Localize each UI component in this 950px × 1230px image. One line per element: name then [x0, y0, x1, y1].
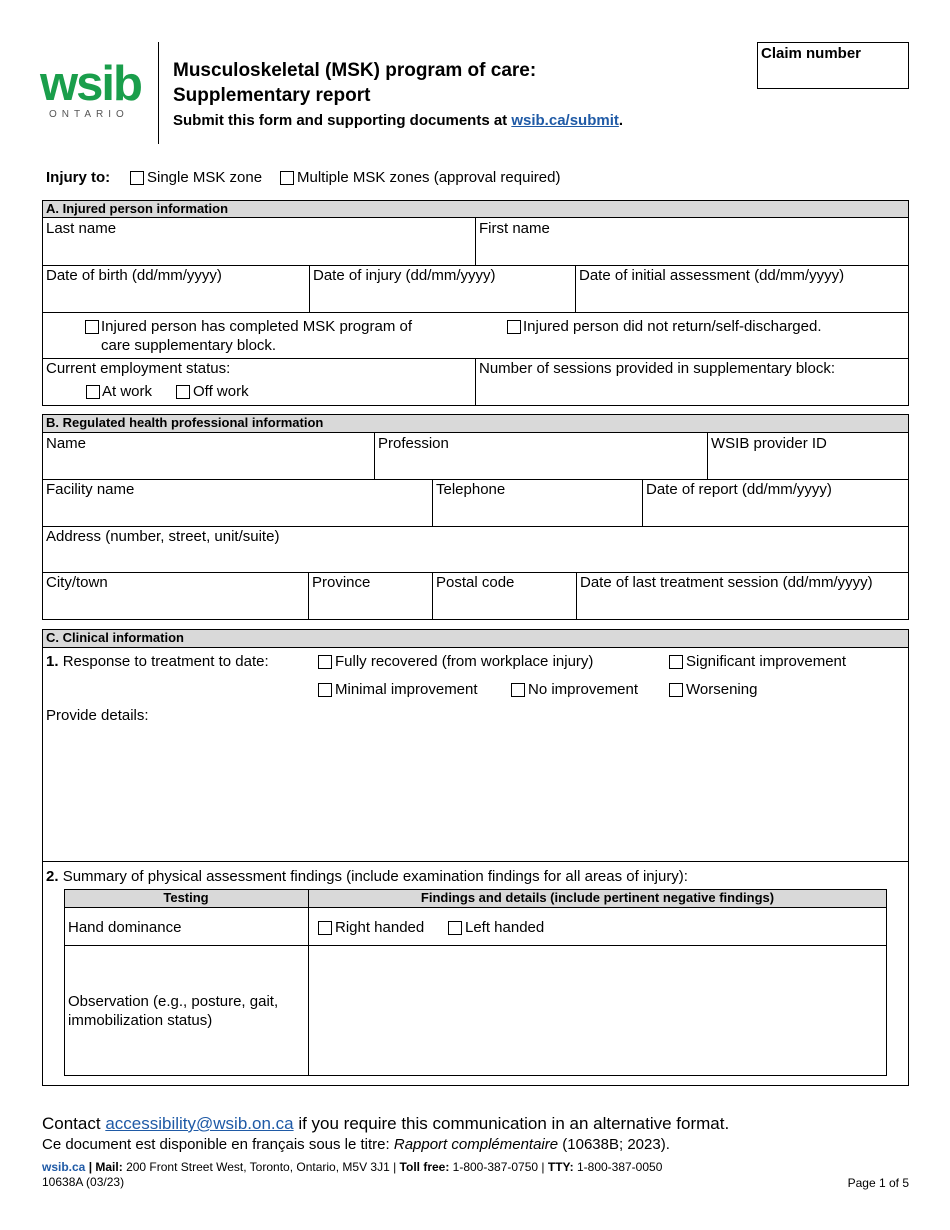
submit-suffix: . — [618, 112, 624, 129]
date-of-injury-field[interactable]: Date of injury (dd/mm/yyyy) — [313, 267, 496, 284]
last-treatment-date-field[interactable]: Date of last treatment session (dd/mm/yyyy) — [580, 574, 873, 591]
sep2: | — [393, 1160, 400, 1174]
b-row-divider-3 — [42, 572, 909, 573]
french-note — [42, 1136, 670, 1154]
hand-dominance-label: Hand dominance — [68, 919, 182, 936]
left-handed-checkbox[interactable] — [448, 921, 462, 935]
b-row-divider-1 — [42, 479, 909, 480]
right-handed-label: Right handed — [335, 919, 425, 936]
sep1: | — [85, 1160, 96, 1174]
page-title-line2: Supplementary report — [173, 85, 371, 106]
section-a-title: A. Injured person information — [42, 200, 909, 218]
injury-to-label: Injury to: — [46, 169, 111, 186]
b-col-divider-6 — [432, 572, 433, 620]
right-handed-checkbox[interactable] — [318, 921, 332, 935]
submit-link[interactable]: wsib.ca/submit — [511, 112, 619, 129]
logo-wordmark: wsib — [40, 57, 141, 111]
facility-name-field[interactable]: Facility name — [46, 481, 135, 498]
tty-label: TTY: — [547, 1160, 574, 1174]
a-row-divider-2 — [42, 312, 909, 313]
significant-improvement-checkbox[interactable] — [669, 655, 683, 669]
contact-line — [42, 1160, 662, 1174]
c-q2-divider — [42, 861, 909, 862]
completed-block-checkbox[interactable] — [85, 320, 99, 334]
minimal-improvement-checkbox[interactable] — [318, 683, 332, 697]
fully-recovered-checkbox[interactable] — [318, 655, 332, 669]
form-code: 10638A (03/23) — [42, 1175, 125, 1189]
a-col-divider-4 — [475, 358, 476, 406]
accessibility-email-link[interactable]: accessibility@wsib.on.ca — [105, 1114, 294, 1133]
a-col-divider-1 — [475, 218, 476, 265]
findings-header: Findings and details (include pertinent negative findings) — [420, 890, 775, 905]
section-b-title: B. Regulated health professional information — [42, 414, 909, 433]
observation-label-line2: immobilization status) — [68, 1012, 213, 1029]
header-divider — [158, 42, 159, 144]
no-improvement-checkbox[interactable] — [511, 683, 525, 697]
provider-id-field[interactable]: WSIB provider ID — [711, 435, 827, 452]
off-work-checkbox[interactable] — [176, 385, 190, 399]
observation-label-line1: Observation (e.g., posture, gait, — [68, 993, 279, 1010]
q1-text: Response to treatment to date: — [62, 653, 269, 670]
off-work-label: Off work — [193, 383, 249, 400]
worsening-label: Worsening — [686, 681, 758, 698]
testing-header: Testing — [163, 890, 209, 905]
submit-instructions — [173, 112, 623, 130]
a-col-divider-3 — [575, 265, 576, 312]
employment-status-label: Current employment status: — [46, 360, 231, 377]
date-of-birth-field[interactable]: Date of birth (dd/mm/yyyy) — [46, 267, 222, 284]
french-suffix: (10638B; 2023). — [558, 1136, 670, 1153]
single-msk-checkbox[interactable] — [130, 171, 144, 185]
b-row-divider-2 — [42, 526, 909, 527]
tty-value: 1-800-387-0050 — [573, 1160, 663, 1174]
date-of-report-field[interactable]: Date of report (dd/mm/yyyy) — [646, 481, 832, 498]
mail-label: Mail: — [95, 1160, 123, 1174]
submit-prefix: Submit this form and supporting documents at — [173, 112, 512, 129]
first-name-field[interactable]: First name — [479, 220, 550, 237]
profession-field[interactable]: Profession — [378, 435, 449, 452]
claim-number-label: Claim number — [761, 45, 862, 62]
wsib-site-link[interactable]: wsib.ca — [42, 1160, 86, 1174]
completed-block-label-line1: Injured person has completed MSK program of — [101, 318, 412, 335]
at-work-label: At work — [102, 383, 153, 400]
wsib-logo — [40, 58, 150, 122]
left-handed-label: Left handed — [465, 919, 545, 936]
b-col-divider-7 — [576, 572, 577, 620]
q2-text: Summary of physical assessment findings (include examination findings for all areas of injury): — [62, 868, 688, 885]
date-initial-assessment-field[interactable]: Date of initial assessment (dd/mm/yyyy) — [579, 267, 845, 284]
last-name-field[interactable]: Last name — [46, 220, 117, 237]
a-row-divider-1 — [42, 265, 909, 266]
claim-number-field[interactable] — [757, 42, 909, 89]
province-field[interactable]: Province — [312, 574, 371, 591]
section-c-title: C. Clinical information — [42, 629, 909, 648]
french-title: Rapport complémentaire — [393, 1136, 559, 1153]
accessibility-note — [42, 1114, 729, 1134]
q2-number: 2. — [46, 868, 59, 885]
q2-label — [46, 868, 688, 886]
telephone-field[interactable]: Telephone — [436, 481, 506, 498]
no-improvement-label: No improvement — [528, 681, 639, 698]
sep3: | — [541, 1160, 548, 1174]
single-msk-label: Single MSK zone — [147, 169, 263, 186]
page-number: Page 1 of 5 — [847, 1176, 909, 1190]
b-col-divider-1 — [374, 433, 375, 479]
a-col-divider-2 — [309, 265, 310, 312]
multiple-msk-label: Multiple MSK zones (approval required) — [297, 169, 561, 186]
q1-number: 1. — [46, 653, 59, 670]
logo-subtext: ONTARIO — [49, 109, 129, 120]
provide-details-field[interactable]: Provide details: — [46, 707, 149, 724]
observation-field[interactable] — [309, 946, 886, 1075]
b-col-divider-3 — [432, 479, 433, 526]
completed-block-label-line2: care supplementary block. — [101, 337, 277, 354]
at-work-checkbox[interactable] — [86, 385, 100, 399]
tollfree-value: 1-800-387-0750 — [449, 1160, 542, 1174]
b-col-divider-5 — [308, 572, 309, 620]
mail-value: 200 Front Street West, Toronto, Ontario, M5V 3J1 — [122, 1160, 394, 1174]
minimal-improvement-label: Minimal improvement — [335, 681, 478, 698]
french-prefix: Ce document est disponible en français sous le titre: — [42, 1136, 394, 1153]
page-title-line1: Musculoskeletal (MSK) program of care: — [173, 60, 537, 81]
not-returned-label: Injured person did not return/self-discharged. — [523, 318, 822, 335]
address-field[interactable]: Address (number, street, unit/suite) — [46, 528, 280, 545]
tollfree-label: Toll free: — [399, 1160, 450, 1174]
fully-recovered-label: Fully recovered (from workplace injury) — [335, 653, 594, 670]
q1-label — [46, 653, 269, 671]
name-field[interactable]: Name — [46, 435, 87, 452]
postal-code-field[interactable]: Postal code — [436, 574, 515, 591]
not-returned-checkbox[interactable] — [507, 320, 521, 334]
contact-suffix: if you require this communication in an alternative format. — [293, 1114, 730, 1133]
contact-prefix: Contact — [42, 1114, 106, 1133]
multiple-msk-checkbox[interactable] — [280, 171, 294, 185]
sessions-field[interactable]: Number of sessions provided in supplementary block: — [479, 360, 836, 377]
page-title — [173, 58, 536, 108]
significant-improvement-label: Significant improvement — [686, 653, 847, 670]
city-field[interactable]: City/town — [46, 574, 108, 591]
worsening-checkbox[interactable] — [669, 683, 683, 697]
b-col-divider-4 — [642, 479, 643, 526]
b-col-divider-2 — [707, 433, 708, 479]
